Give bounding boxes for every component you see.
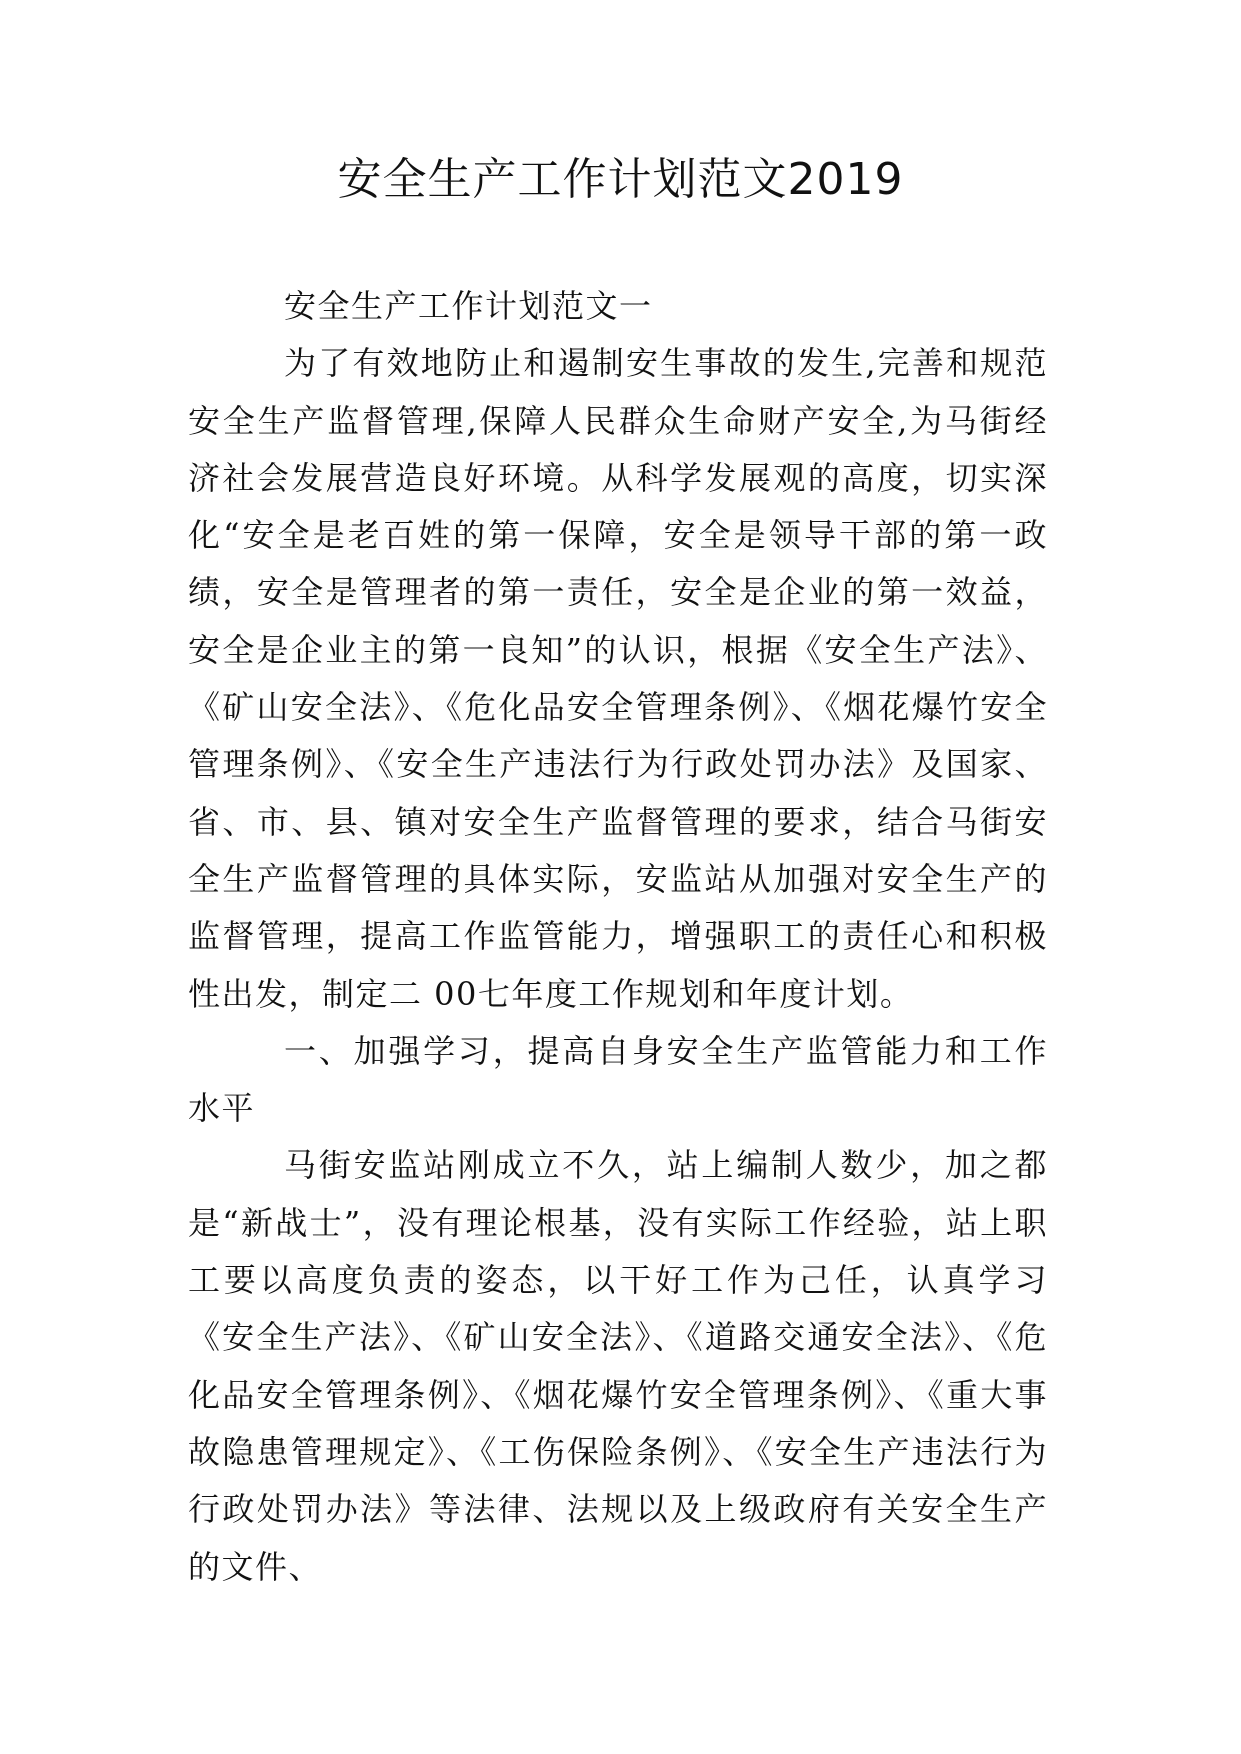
section-heading-1: 安全生产工作计划范文一	[284, 287, 653, 325]
document-title: 安全生产工作计划范文2019	[337, 154, 904, 205]
document-body	[188, 278, 1048, 1596]
paragraph-intro: 为了有效地防止和遏制安生事故的发生,完善和规范安全生产监督管理,保障人民群众生命财产安全,为马街经济社会发展营造良好环境。从科学发展观的高度，切实深化“安全是老百姓的第一保障，安全是领导干部的第一政绩，安全是管理者的第一责任，安全是企业的第一效益，安全是企业主的第一良知”的认识，根据《安全生产法》、《矿山安全法》、《危化品安全管理条例》、《烟花爆竹安全管理条例》、《安全生产违法行为行政处罚办法》及国家、省、市、县、镇对安全生产监督管理的要求，结合马街安全生产监督管理的具体实际，安监站从加强对安全生产的监督管理，提高工作监管能力，增强职工的责任心和积极性出发，制定二 00七年度工作规划和年度计划。	[188, 344, 1048, 1013]
paragraph-study: 马街安监站刚成立不久，站上编制人数少，加之都是“新战士”，没有理论根基，没有实际工作经验，站上职工要以高度负责的姿态，以干好工作为己任，认真学习《安全生产法》、《矿山安全法》、《道路交通安全法》、《危化品安全管理条例》、《烟花爆竹安全管理条例》、《重大事故隐患管理规定》、《工伤保险条例》、《安全生产违法行为行政处罚办法》等法律、法规以及上级政府有关安全生产的文件、	[188, 1146, 1048, 1586]
section-heading-2: 一、加强学习，提高自身安全生产监管能力和工作水平	[188, 1031, 1048, 1128]
